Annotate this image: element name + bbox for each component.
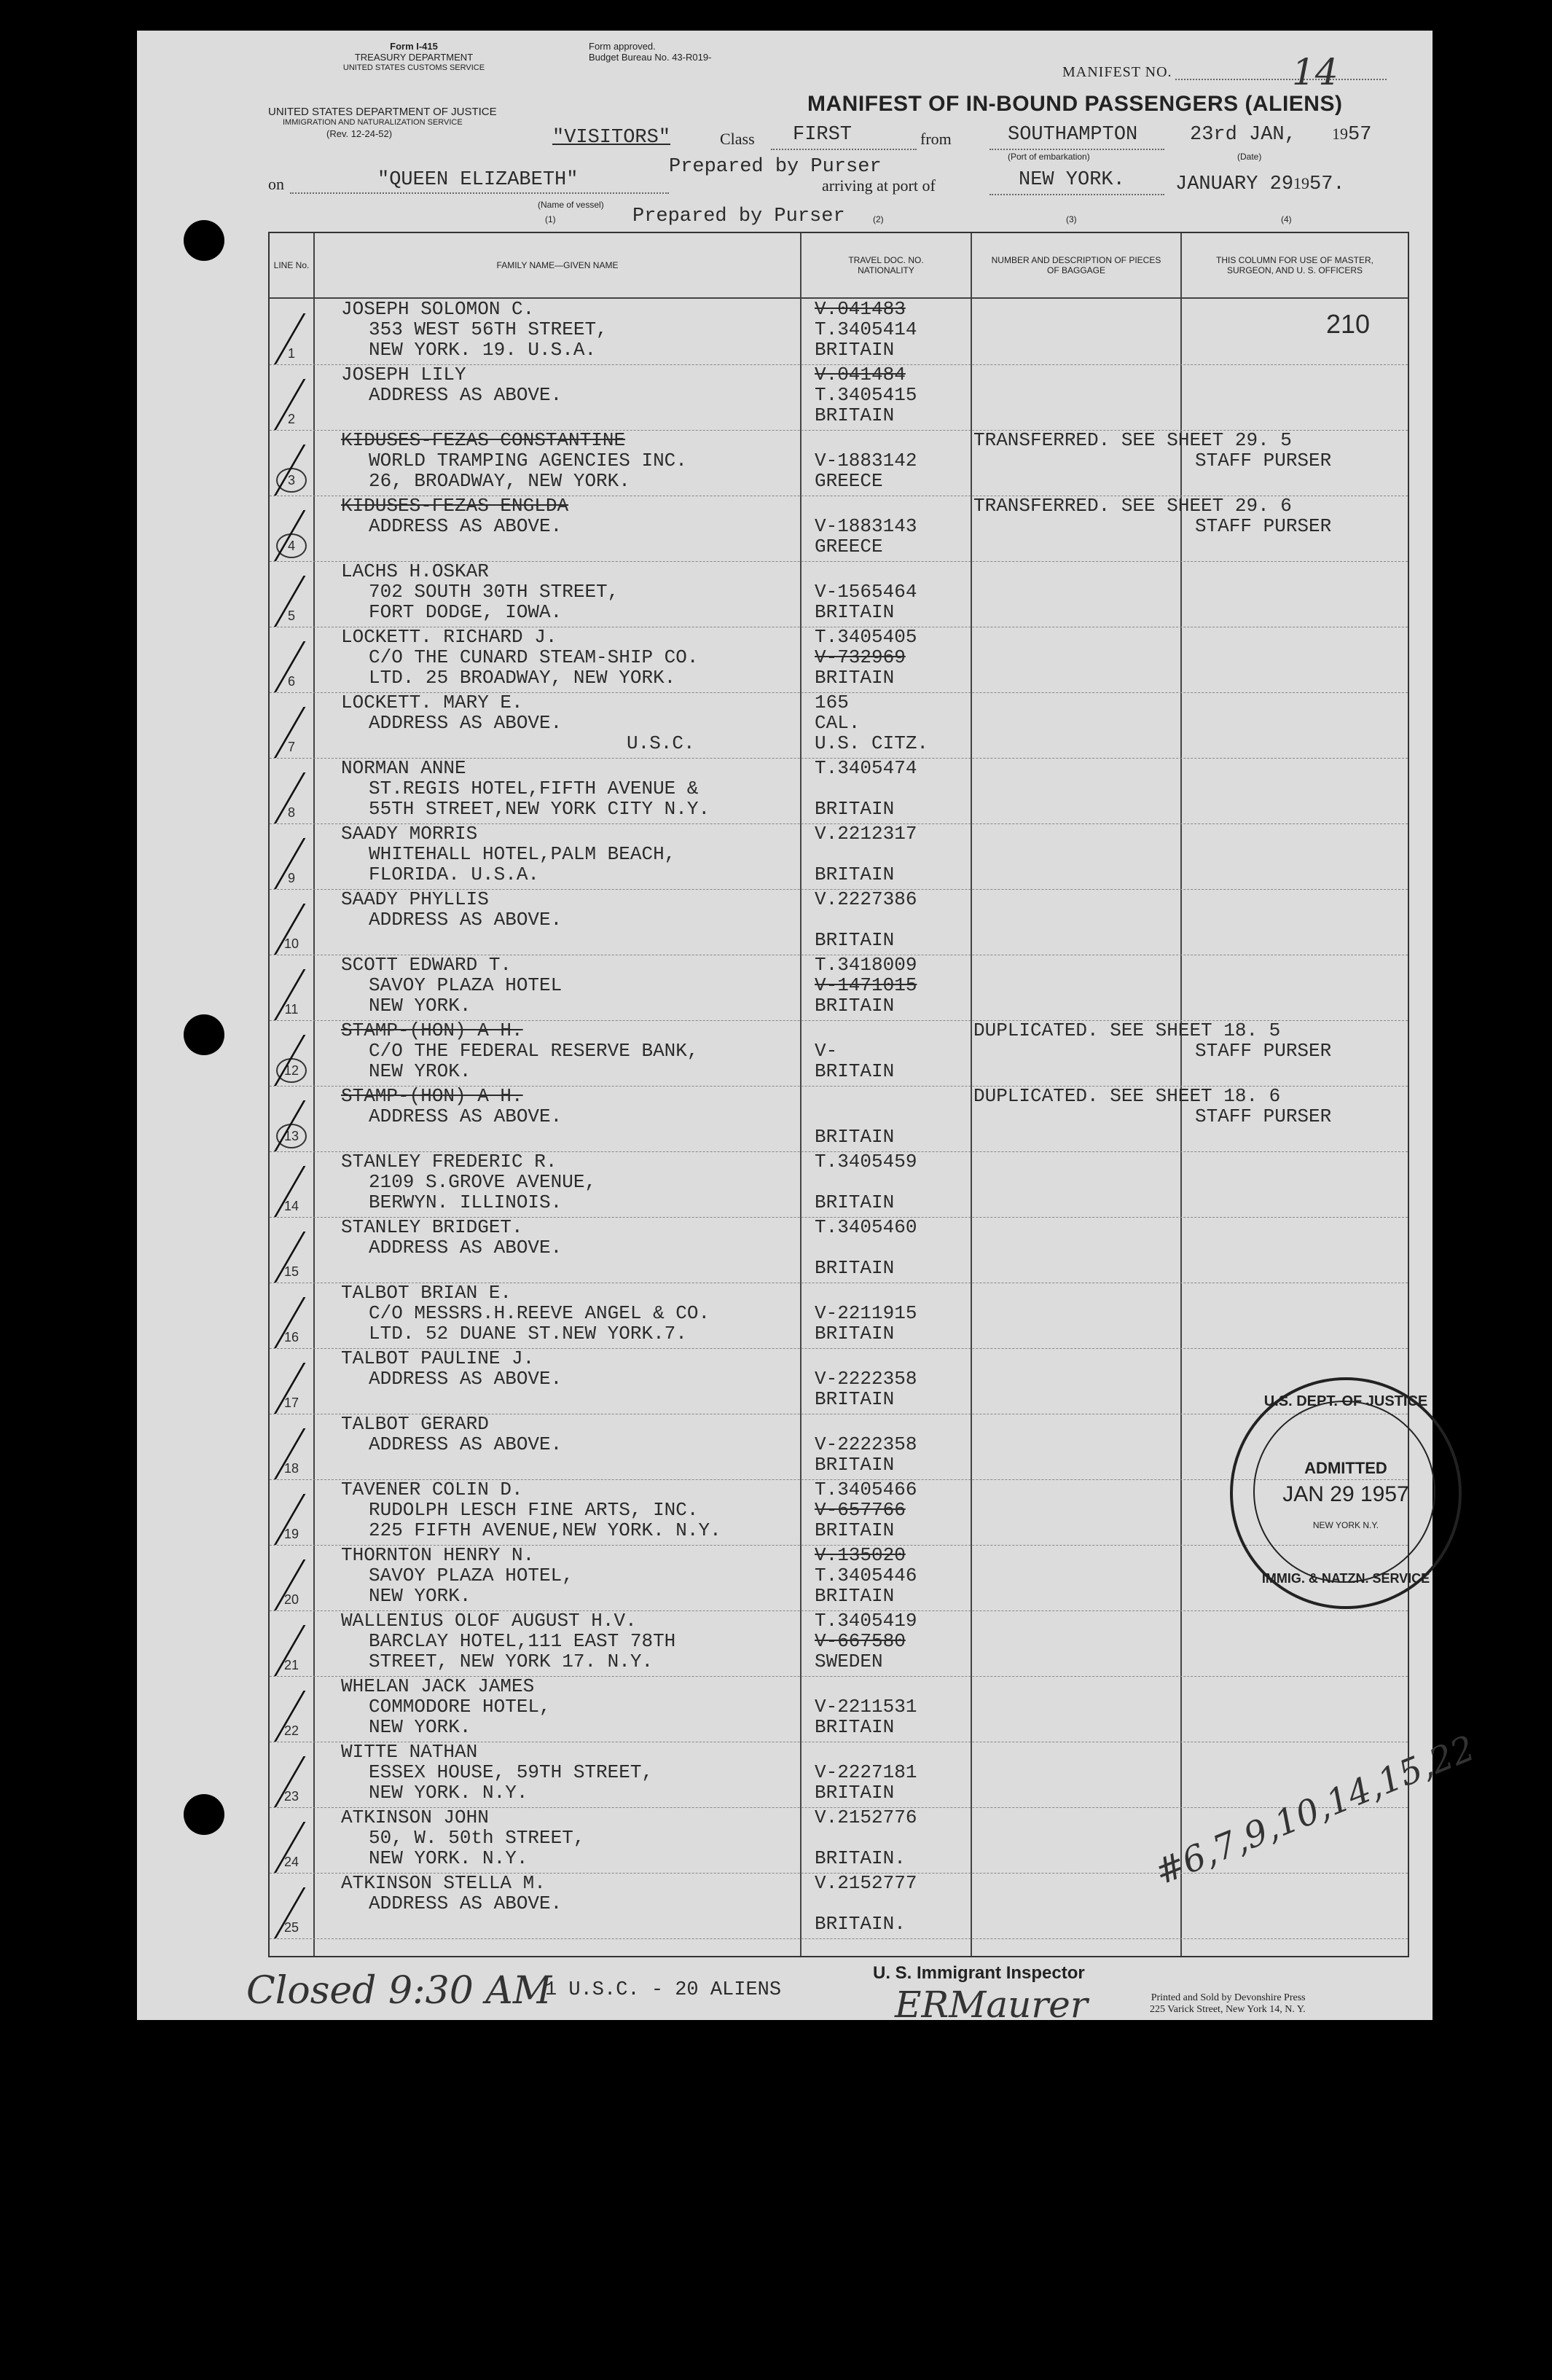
travel-doc-number-2: V-2222358	[815, 1368, 917, 1390]
address-line-1: SAVOY PLAZA HOTEL	[369, 974, 563, 996]
line-number-value: 12	[276, 1058, 307, 1083]
year-prefix: 19	[1332, 125, 1348, 143]
line-number-value: 14	[283, 1199, 299, 1213]
line-number-value: 16	[283, 1330, 299, 1344]
line-number-value: 6	[287, 674, 295, 689]
check-mark-icon	[274, 1428, 356, 1479]
customs-service: UNITED STATES CUSTOMS SERVICE	[342, 63, 485, 72]
address-line-1: C/O THE FEDERAL RESERVE BANK,	[369, 1040, 699, 1062]
baggage-note: DUPLICATED. SEE SHEET 18. 6	[973, 1085, 1281, 1107]
travel-doc-number: V.2152777	[815, 1872, 917, 1894]
line-number-value: 22	[283, 1723, 299, 1738]
nationality: BRITAIN	[815, 667, 895, 689]
table-row	[270, 692, 1408, 759]
line-number-value: 25	[283, 1920, 299, 1935]
address-line-2: FORT DODGE, IOWA.	[369, 601, 563, 623]
officer-note: STAFF PURSER	[1195, 515, 1332, 537]
table-row	[270, 1610, 1408, 1677]
line-number-value: 5	[287, 608, 295, 623]
passenger-name: TALBOT PAULINE J.	[341, 1347, 535, 1369]
address-line-1: ADDRESS AS ABOVE.	[369, 1892, 563, 1914]
travel-doc-number: T.3405419	[815, 1610, 917, 1632]
punch-hole	[184, 1794, 224, 1835]
baggage-note: TRANSFERRED. SEE SHEET 29. 5	[973, 429, 1292, 451]
stamp-bottom-text: IMMIG. & NATZN. SERVICE	[1261, 1571, 1430, 1586]
address-line-1: ADDRESS AS ABOVE.	[369, 515, 563, 537]
passenger-name: LOCKETT. MARY E.	[341, 692, 523, 713]
address-line-1: 50, W. 50th STREET,	[369, 1827, 585, 1849]
travel-doc-number-2: V-667580	[815, 1630, 906, 1652]
arrival-port: NEW YORK.	[1019, 169, 1125, 191]
arriving-label: arriving at port of	[822, 176, 936, 195]
travel-doc-number: 165	[815, 692, 849, 713]
address-line-2: LTD. 25 BROADWAY, NEW YORK.	[369, 667, 676, 689]
header-travel-doc: TRAVEL DOC. NO. NATIONALITY	[848, 255, 924, 275]
check-mark-icon	[274, 1494, 356, 1545]
passenger-name: ATKINSON STELLA M.	[341, 1872, 546, 1894]
from-label: from	[920, 130, 952, 148]
passenger-name: LOCKETT. RICHARD J.	[341, 626, 557, 648]
approval-text: Form approved.	[589, 41, 656, 52]
stamp-top-text: U.S. DEPT. OF JUSTICE	[1263, 1393, 1428, 1409]
table-row	[270, 1676, 1408, 1742]
port-embarkation: SOUTHAMPTON	[1008, 124, 1138, 146]
prepared-by: Prepared by Purser	[669, 156, 882, 178]
passenger-name: THORNTON HENRY N.	[341, 1544, 535, 1566]
embark-year	[1332, 124, 1371, 146]
officer-note: STAFF PURSER	[1195, 450, 1332, 471]
nationality: GREECE	[815, 470, 883, 492]
travel-doc-number-2: V-657766	[815, 1499, 906, 1521]
manifest-no-line	[1175, 79, 1387, 80]
revision: (Rev. 12-24-52)	[326, 128, 393, 139]
passenger-name: LACHS H.OSKAR	[341, 560, 489, 582]
line-number-value: 13	[276, 1124, 307, 1148]
address-line-2: NEW YORK.	[369, 995, 471, 1017]
check-mark-icon	[274, 1887, 356, 1938]
nationality: BRITAIN	[815, 1782, 895, 1804]
officer-note: STAFF PURSER	[1195, 1105, 1332, 1127]
line-number-value: 24	[283, 1855, 299, 1869]
embark-date: 23rd JAN,	[1190, 124, 1296, 146]
line-number-value: 8	[287, 805, 295, 820]
arrival-date	[1175, 173, 1345, 195]
inspector-label: U. S. Immigrant Inspector	[873, 1963, 1085, 1983]
nationality: BRITAIN	[815, 1257, 895, 1279]
address-line-2: NEW YORK. 19. U.S.A.	[369, 339, 597, 361]
line-number-value: 20	[283, 1592, 299, 1607]
check-mark-icon	[274, 1822, 356, 1873]
table-row	[270, 758, 1408, 824]
form-header-left	[312, 41, 516, 74]
manifest-no-label: MANIFEST NO.	[1062, 64, 1172, 80]
passenger-name: TALBOT GERARD	[341, 1413, 489, 1435]
passenger-name: WALLENIUS OLOF AUGUST H.V.	[341, 1610, 637, 1632]
travel-doc-number-2: V-	[815, 1040, 838, 1062]
nationality: BRITAIN	[815, 1060, 895, 1082]
address-line-1: WHITEHALL HOTEL,PALM BEACH,	[369, 843, 676, 865]
table-row	[270, 955, 1408, 1021]
nationality: BRITAIN	[815, 1454, 895, 1476]
check-mark-icon	[274, 1363, 356, 1414]
line-number-value: 4	[276, 533, 307, 558]
table-row	[270, 823, 1408, 890]
passenger-name: KIDUSES-FEZAS ENGLDA	[341, 495, 569, 517]
nationality: BRITAIN	[815, 1716, 895, 1738]
printer-credit	[1150, 1992, 1306, 2016]
passenger-name: SAADY PHYLLIS	[341, 888, 489, 910]
printer-name: Printed and Sold by Devonshire Press	[1151, 1992, 1306, 2003]
address-line-1: RUDOLPH LESCH FINE ARTS, INC.	[369, 1499, 699, 1521]
passenger-name: SCOTT EDWARD T.	[341, 954, 512, 976]
travel-doc-number-2: V-732969	[815, 646, 906, 668]
nationality: BRITAIN	[815, 1585, 895, 1607]
check-mark-icon	[274, 1625, 356, 1676]
address-line-1: 702 SOUTH 30TH STREET,	[369, 581, 619, 603]
passenger-name: JOSEPH LILY	[341, 364, 466, 385]
address-line-1: C/O MESSRS.H.REEVE ANGEL & CO.	[369, 1302, 710, 1324]
travel-doc-number-2: T.3405415	[815, 384, 917, 406]
class-value: FIRST	[793, 124, 853, 146]
line-number-value: 15	[283, 1264, 299, 1279]
budget-bureau: Budget Bureau No. 43-R019-	[589, 52, 712, 63]
line-number-value: 17	[283, 1395, 299, 1410]
table-row	[270, 1086, 1408, 1152]
address-line-2: NEW YROK.	[369, 1060, 471, 1082]
address-line-2: 225 FIFTH AVENUE,NEW YORK. N.Y.	[369, 1519, 721, 1541]
nationality: BRITAIN	[815, 601, 895, 623]
address-line-1: ADDRESS AS ABOVE.	[369, 909, 563, 931]
travel-doc-number: V.041483	[815, 298, 906, 320]
stamp-date: JAN 29 1957	[1282, 1482, 1409, 1506]
date-caption: (Date)	[1237, 152, 1262, 162]
arrival-month: JANUARY	[1175, 173, 1258, 195]
nationality: BRITAIN.	[815, 1913, 906, 1935]
address-line-1: SAVOY PLAZA HOTEL,	[369, 1565, 573, 1586]
travel-doc-number-2: T.3405446	[815, 1565, 917, 1586]
alien-summary: 1 U.S.C. - 20 ALIENS	[545, 1979, 782, 2001]
punch-hole	[184, 1014, 224, 1055]
check-mark-icon	[274, 1297, 356, 1348]
ins-service: IMMIGRATION AND NATURALIZATION SERVICE	[283, 118, 463, 127]
nationality: BRITAIN	[815, 995, 895, 1017]
check-mark-icon	[274, 379, 356, 430]
address-line-1: ST.REGIS HOTEL,FIFTH AVENUE &	[369, 778, 699, 799]
address-line-2: STREET, NEW YORK 17. N.Y.	[369, 1651, 654, 1672]
check-mark-icon	[274, 1559, 356, 1610]
line-number-value: 9	[287, 871, 295, 885]
nationality: BRITAIN	[815, 1519, 895, 1541]
arrival-year: 57.	[1309, 173, 1345, 195]
table-row	[270, 1873, 1408, 1939]
nationality: BRITAIN.	[815, 1847, 906, 1869]
form-number: Form I-415	[390, 41, 438, 52]
passenger-name: KIDUSES-FEZAS CONSTANTINE	[341, 429, 626, 451]
address-line-2: NEW YORK. N.Y.	[369, 1782, 528, 1804]
col-num-4: (4)	[1281, 214, 1292, 224]
check-mark-icon	[274, 707, 356, 758]
officer-note: STAFF PURSER	[1195, 1040, 1332, 1062]
table-row	[270, 627, 1408, 693]
travel-doc-number-2: CAL.	[815, 712, 861, 734]
address-line-1: ADDRESS AS ABOVE.	[369, 1368, 563, 1390]
line-number-value: 3	[276, 468, 307, 493]
address-line-1: ADDRESS AS ABOVE.	[369, 1105, 563, 1127]
travel-doc-number: V.2152776	[815, 1806, 917, 1828]
travel-doc-number: V.135020	[815, 1544, 906, 1566]
line-number-value: 10	[283, 936, 299, 951]
travel-doc-number-2: T.3405414	[815, 318, 917, 340]
check-mark-icon	[274, 772, 356, 823]
table-row	[270, 496, 1408, 562]
travel-doc-number: T.3418009	[815, 954, 917, 976]
address-line-1: BARCLAY HOTEL,111 EAST 78TH	[369, 1630, 676, 1652]
passenger-name: STAMP-(HON) A H.	[341, 1085, 523, 1107]
passenger-name: JOSEPH SOLOMON C.	[341, 298, 535, 320]
header-baggage: NUMBER AND DESCRIPTION OF PIECES OF BAGGAGE	[991, 255, 1161, 275]
check-mark-icon	[274, 969, 356, 1020]
nationality: BRITAIN	[815, 798, 895, 820]
passenger-name: STAMP-(HON) A H.	[341, 1019, 523, 1041]
table-row	[270, 889, 1408, 955]
address-line-1: C/O THE CUNARD STEAM-SHIP CO.	[369, 646, 699, 668]
arrival-day: 29	[1269, 173, 1294, 195]
address-line-2: NEW YORK. N.Y.	[369, 1847, 528, 1869]
table-row	[270, 1151, 1408, 1218]
port-caption: (Port of embarkation)	[1008, 152, 1090, 162]
closed-note: Closed 9:30 AM	[246, 1969, 552, 2013]
travel-doc-number: T.3405459	[815, 1151, 917, 1173]
travel-doc-number-2: V-1565464	[815, 581, 917, 603]
address-line-1: COMMODORE HOTEL,	[369, 1696, 551, 1718]
punch-hole	[184, 220, 224, 261]
on-label: on	[268, 175, 284, 193]
form-approval	[589, 41, 711, 63]
class-label: Class	[720, 130, 755, 148]
travel-doc-number-2: V-1883143	[815, 515, 917, 537]
manifest-page	[137, 31, 1481, 2026]
visitors-label: "VISITORS"	[552, 127, 671, 149]
baggage-note: DUPLICATED. SEE SHEET 18. 5	[973, 1019, 1281, 1041]
admitted-stamp	[1230, 1377, 1462, 1609]
passenger-name: TALBOT BRIAN E.	[341, 1282, 512, 1304]
table-row	[270, 1283, 1408, 1349]
line-number-value: 19	[283, 1527, 299, 1541]
travel-doc-number-2: V-2222358	[815, 1433, 917, 1455]
table-row	[270, 364, 1408, 431]
address-line-2: NEW YORK.	[369, 1585, 471, 1607]
col-num-2: (2)	[873, 214, 884, 224]
nationality: BRITAIN	[815, 864, 895, 885]
justice-dept: UNITED STATES DEPARTMENT OF JUSTICE	[268, 106, 497, 118]
line-number-value: 1	[287, 346, 295, 361]
printer-address: 225 Varick Street, New York 14, N. Y.	[1150, 2004, 1306, 2015]
address-line-1: ADDRESS AS ABOVE.	[369, 384, 563, 406]
line-number-value: 21	[283, 1658, 299, 1672]
vessel-caption: (Name of vessel)	[538, 200, 604, 210]
check-mark-icon	[274, 904, 356, 955]
nationality: SWEDEN	[815, 1651, 883, 1672]
stamp-place: NEW YORK N.Y.	[1312, 1520, 1379, 1530]
passenger-name: WHELAN JACK JAMES	[341, 1675, 535, 1697]
manifest-title: MANIFEST OF IN-BOUND PASSENGERS (ALIENS)	[807, 92, 1343, 116]
travel-doc-number: T.3405466	[815, 1479, 917, 1500]
check-mark-icon	[274, 576, 356, 627]
line-number-value: 2	[287, 412, 295, 426]
address-line-2: 55TH STREET,NEW YORK CITY N.Y.	[369, 798, 710, 820]
address-line-1: ADDRESS AS ABOVE.	[369, 712, 563, 734]
class-line	[771, 149, 917, 150]
vessel-line	[290, 192, 669, 194]
inspector-signature: ERMaurer	[895, 1984, 1088, 2026]
baggage-note: TRANSFERRED. SEE SHEET 29. 6	[973, 495, 1292, 517]
address-line-1: ADDRESS AS ABOVE.	[369, 1237, 563, 1258]
port-line	[989, 149, 1164, 150]
check-mark-icon	[274, 313, 356, 364]
prepared-by-2: Prepared by Purser	[632, 205, 845, 227]
nationality: BRITAIN	[815, 1388, 895, 1410]
travel-doc-number: T.3405474	[815, 757, 917, 779]
nationality: BRITAIN	[815, 339, 895, 361]
address-line-1: 353 WEST 56TH STREET,	[369, 318, 608, 340]
travel-doc-number: V.2227386	[815, 888, 917, 910]
col-num-1: (1)	[545, 214, 556, 224]
passenger-name: WITTE NATHAN	[341, 1741, 478, 1763]
justice-dept-block	[268, 106, 560, 139]
travel-doc-number-2: V-2211531	[815, 1696, 917, 1718]
address-line-2: FLORIDA. U.S.A.	[369, 864, 540, 885]
nationality: BRITAIN	[815, 1323, 895, 1344]
check-mark-icon	[274, 1756, 356, 1807]
table-row	[270, 1217, 1408, 1283]
passenger-name: STANLEY FREDERIC R.	[341, 1151, 557, 1173]
address-line-1: WORLD TRAMPING AGENCIES INC.	[369, 450, 687, 471]
arrival-year-prefix: 19	[1293, 174, 1310, 192]
nationality: U.S. CITZ.	[815, 732, 929, 754]
travel-doc-number: T.3405460	[815, 1216, 917, 1238]
passenger-name: ATKINSON JOHN	[341, 1806, 489, 1828]
address-line-1: ADDRESS AS ABOVE.	[369, 1433, 563, 1455]
passenger-name: NORMAN ANNE	[341, 757, 466, 779]
line-number-value: 11	[284, 1002, 299, 1017]
travel-doc-number-2: V-2227181	[815, 1761, 917, 1783]
table-row	[270, 561, 1408, 627]
nationality: BRITAIN	[815, 929, 895, 951]
line-number-value: 23	[283, 1789, 299, 1804]
travel-doc-number-2: V-1883142	[815, 450, 917, 471]
check-mark-icon	[274, 838, 356, 889]
line-number-value: 7	[287, 740, 295, 754]
address-line-2: BERWYN. ILLINOIS.	[369, 1191, 563, 1213]
line-number-value: 18	[283, 1461, 299, 1476]
passenger-name: SAADY MORRIS	[341, 823, 478, 845]
check-mark-icon	[274, 1166, 356, 1217]
arrival-port-line	[989, 194, 1164, 195]
address-line-2: LTD. 52 DUANE ST.NEW YORK.7.	[369, 1323, 687, 1344]
address-line-2: 26, BROADWAY, NEW YORK.	[369, 470, 630, 492]
handwritten-line-numbers: #6,7,9,10,14,15,22	[1149, 1727, 1481, 1893]
vessel-name: "QUEEN ELIZABETH"	[377, 169, 579, 191]
travel-doc-number-2: V-2211915	[815, 1302, 917, 1324]
passenger-table	[268, 232, 1409, 1957]
address-line-2: U.S.C.	[627, 732, 695, 754]
address-line-1: 2109 S.GROVE AVENUE,	[369, 1171, 597, 1193]
check-mark-icon	[274, 1232, 356, 1283]
nationality: GREECE	[815, 536, 883, 557]
table-row	[270, 1742, 1408, 1808]
header-line-no: LINE No.	[273, 260, 310, 270]
check-mark-icon	[274, 1691, 356, 1742]
officer-note: 210	[1326, 309, 1371, 339]
table-row	[270, 299, 1408, 365]
check-mark-icon	[274, 641, 356, 692]
year-value: 57	[1348, 124, 1372, 146]
address-line-2: NEW YORK.	[369, 1716, 471, 1738]
travel-doc-number-2: V-1471015	[815, 974, 917, 996]
nationality: BRITAIN	[815, 404, 895, 426]
table-row	[270, 430, 1408, 496]
travel-doc-number: T.3405405	[815, 626, 917, 648]
header-officers: THIS COLUMN FOR USE OF MASTER, SURGEON, AND U. S. OFFICERS	[1215, 255, 1373, 275]
stamp-status: ADMITTED	[1304, 1459, 1387, 1477]
nationality: BRITAIN	[815, 1126, 895, 1148]
manifest-no-value: 14	[1292, 51, 1339, 93]
travel-doc-number: V.2212317	[815, 823, 917, 845]
treasury-dept: TREASURY DEPARTMENT	[354, 52, 474, 63]
passenger-name: TAVENER COLIN D.	[341, 1479, 523, 1500]
travel-doc-number: V.041484	[815, 364, 906, 385]
col-num-3: (3)	[1066, 214, 1077, 224]
table-row	[270, 1020, 1408, 1087]
address-line-1: ESSEX HOUSE, 59TH STREET,	[369, 1761, 654, 1783]
passenger-name: STANLEY BRIDGET.	[341, 1216, 523, 1238]
nationality: BRITAIN	[815, 1191, 895, 1213]
header-name: FAMILY NAME—GIVEN NAME	[496, 260, 619, 270]
